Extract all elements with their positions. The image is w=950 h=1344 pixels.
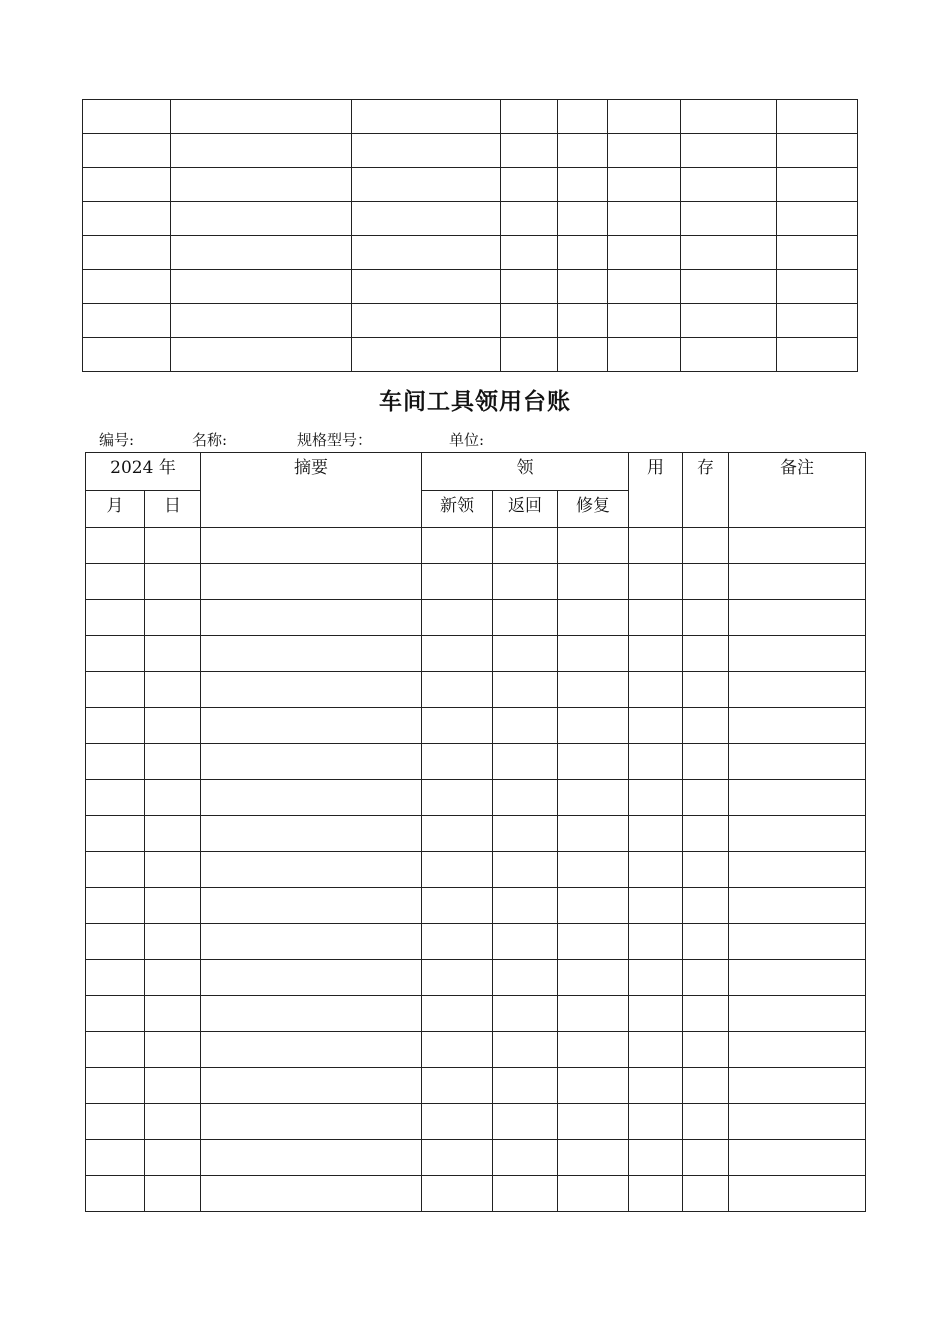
year-header: 2024 年 [86, 453, 201, 491]
table-cell[interactable] [681, 270, 777, 304]
table-cell[interactable] [558, 744, 629, 780]
table-row [83, 100, 858, 134]
table-cell[interactable] [777, 202, 858, 236]
table-cell[interactable] [86, 1140, 145, 1176]
table-row [86, 636, 866, 672]
table-row [86, 780, 866, 816]
table-cell[interactable] [201, 852, 422, 888]
table-cell[interactable] [422, 852, 493, 888]
table-row [86, 1140, 866, 1176]
table-cell[interactable] [629, 1032, 683, 1068]
tool-ledger-table [85, 452, 866, 1212]
table-cell[interactable] [145, 744, 201, 780]
table-cell[interactable] [629, 888, 683, 924]
table-cell[interactable] [422, 924, 493, 960]
stock-header: 存 [683, 453, 729, 528]
table-cell[interactable] [729, 636, 866, 672]
table-cell[interactable] [422, 636, 493, 672]
table-cell[interactable] [86, 564, 145, 600]
previous-ledger-body [83, 100, 858, 372]
table-cell[interactable] [729, 708, 866, 744]
table-row [83, 304, 858, 338]
table-cell[interactable] [422, 996, 493, 1032]
table-cell[interactable] [608, 236, 681, 270]
table-cell[interactable] [729, 672, 866, 708]
table-cell[interactable] [86, 672, 145, 708]
table-cell[interactable] [422, 528, 493, 564]
table-cell[interactable] [145, 924, 201, 960]
table-cell[interactable] [145, 1068, 201, 1104]
table-cell[interactable] [729, 924, 866, 960]
table-cell[interactable] [729, 960, 866, 996]
table-cell[interactable] [683, 564, 729, 600]
table-cell[interactable] [493, 780, 558, 816]
table-cell[interactable] [352, 304, 501, 338]
table-row [86, 672, 866, 708]
table-cell[interactable] [352, 168, 501, 202]
table-cell[interactable] [558, 888, 629, 924]
table-row [86, 564, 866, 600]
table-cell[interactable] [83, 338, 171, 372]
table-cell[interactable] [145, 528, 201, 564]
table-cell[interactable] [629, 708, 683, 744]
table-cell[interactable] [422, 672, 493, 708]
table-cell[interactable] [729, 1032, 866, 1068]
table-cell[interactable] [777, 236, 858, 270]
table-cell[interactable] [629, 636, 683, 672]
table-cell[interactable] [683, 852, 729, 888]
table-cell[interactable] [558, 1176, 629, 1212]
table-cell[interactable] [145, 780, 201, 816]
table-cell[interactable] [629, 780, 683, 816]
table-cell[interactable] [145, 960, 201, 996]
table-cell[interactable] [352, 100, 501, 134]
ledger-meta-line [0, 429, 950, 451]
previous-ledger-table [82, 99, 858, 372]
table-cell[interactable] [558, 168, 608, 202]
table-cell[interactable] [683, 744, 729, 780]
table-row [86, 528, 866, 564]
table-cell[interactable] [558, 564, 629, 600]
table-cell[interactable] [201, 564, 422, 600]
day-header: 日 [145, 491, 201, 528]
table-cell[interactable] [629, 600, 683, 636]
table-cell[interactable] [493, 528, 558, 564]
table-cell[interactable] [83, 134, 171, 168]
table-cell[interactable] [201, 888, 422, 924]
table-cell[interactable] [201, 996, 422, 1032]
table-cell[interactable] [729, 996, 866, 1032]
table-cell[interactable] [171, 202, 352, 236]
table-cell[interactable] [86, 636, 145, 672]
table-cell[interactable] [493, 960, 558, 996]
table-cell[interactable] [729, 1140, 866, 1176]
table-row [86, 600, 866, 636]
table-cell[interactable] [422, 744, 493, 780]
table-cell[interactable] [729, 744, 866, 780]
table-cell[interactable] [201, 960, 422, 996]
table-row [86, 1176, 866, 1212]
table-cell[interactable] [729, 780, 866, 816]
table-cell[interactable] [145, 672, 201, 708]
return-header: 返回 [493, 491, 558, 528]
table-cell[interactable] [683, 528, 729, 564]
table-cell[interactable] [777, 168, 858, 202]
table-cell[interactable] [493, 672, 558, 708]
spec-label: 规格型号： [297, 431, 373, 449]
table-cell[interactable] [558, 134, 608, 168]
table-cell[interactable] [493, 924, 558, 960]
summary-header: 摘要 [201, 453, 422, 528]
table-cell[interactable] [86, 600, 145, 636]
name-label: 名称: [192, 431, 228, 449]
table-cell[interactable] [683, 600, 729, 636]
table-cell[interactable] [729, 1176, 866, 1212]
table-cell[interactable] [145, 888, 201, 924]
table-cell[interactable] [501, 100, 558, 134]
table-cell[interactable] [201, 780, 422, 816]
table-cell[interactable] [171, 100, 352, 134]
table-cell[interactable] [352, 134, 501, 168]
table-cell[interactable] [729, 564, 866, 600]
table-cell[interactable] [629, 672, 683, 708]
table-cell[interactable] [201, 636, 422, 672]
table-cell[interactable] [86, 744, 145, 780]
table-cell[interactable] [629, 528, 683, 564]
table-row [86, 744, 866, 780]
table-cell[interactable] [422, 1176, 493, 1212]
table-cell[interactable] [558, 1068, 629, 1104]
table-cell[interactable] [86, 1068, 145, 1104]
table-cell[interactable] [729, 600, 866, 636]
table-cell[interactable] [683, 780, 729, 816]
table-row [86, 960, 866, 996]
table-cell[interactable] [83, 100, 171, 134]
table-cell[interactable] [683, 1140, 729, 1176]
table-cell[interactable] [629, 1176, 683, 1212]
table-cell[interactable] [145, 1104, 201, 1140]
table-cell[interactable] [422, 1032, 493, 1068]
table-cell[interactable] [171, 236, 352, 270]
table-cell[interactable] [86, 1104, 145, 1140]
table-cell[interactable] [493, 1140, 558, 1176]
table-cell[interactable] [729, 852, 866, 888]
table-cell[interactable] [629, 1068, 683, 1104]
table-cell[interactable] [493, 1104, 558, 1140]
table-cell[interactable] [201, 744, 422, 780]
table-cell[interactable] [629, 1140, 683, 1176]
table-cell[interactable] [777, 304, 858, 338]
table-cell[interactable] [558, 528, 629, 564]
table-cell[interactable] [558, 236, 608, 270]
table-cell[interactable] [422, 564, 493, 600]
table-cell[interactable] [201, 600, 422, 636]
table-cell[interactable] [352, 236, 501, 270]
unit-label: 单位: [449, 431, 485, 449]
table-cell[interactable] [777, 270, 858, 304]
table-cell[interactable] [608, 338, 681, 372]
table-cell[interactable] [201, 672, 422, 708]
table-cell[interactable] [729, 888, 866, 924]
table-row [86, 924, 866, 960]
table-cell[interactable] [608, 202, 681, 236]
table-row [83, 338, 858, 372]
table-cell[interactable] [86, 780, 145, 816]
table-cell[interactable] [86, 708, 145, 744]
table-cell[interactable] [558, 708, 629, 744]
table-cell[interactable] [558, 816, 629, 852]
table-cell[interactable] [171, 270, 352, 304]
table-cell[interactable] [86, 888, 145, 924]
table-cell[interactable] [681, 304, 777, 338]
number-label: 编号: [99, 431, 135, 449]
table-cell[interactable] [493, 888, 558, 924]
table-cell[interactable] [86, 528, 145, 564]
page-title: 车间工具领用台账 [379, 388, 571, 415]
table-cell[interactable] [86, 1032, 145, 1068]
table-cell[interactable] [145, 816, 201, 852]
table-cell[interactable] [171, 168, 352, 202]
tool-ledger-body [86, 528, 866, 1212]
table-cell[interactable] [86, 1176, 145, 1212]
table-cell[interactable] [352, 338, 501, 372]
table-cell[interactable] [86, 996, 145, 1032]
table-cell[interactable] [201, 1104, 422, 1140]
table-cell[interactable] [681, 168, 777, 202]
table-cell[interactable] [86, 924, 145, 960]
table-cell[interactable] [422, 888, 493, 924]
table-cell[interactable] [558, 960, 629, 996]
table-cell[interactable] [683, 708, 729, 744]
table-row [86, 888, 866, 924]
table-cell[interactable] [145, 708, 201, 744]
table-cell[interactable] [729, 1104, 866, 1140]
table-cell[interactable] [683, 636, 729, 672]
table-cell[interactable] [777, 134, 858, 168]
table-row [83, 134, 858, 168]
table-cell[interactable] [558, 100, 608, 134]
table-cell[interactable] [352, 270, 501, 304]
table-cell[interactable] [501, 168, 558, 202]
use-header: 用 [629, 453, 683, 528]
table-row [83, 168, 858, 202]
table-row [83, 202, 858, 236]
table-cell[interactable] [683, 924, 729, 960]
table-cell[interactable] [558, 304, 608, 338]
table-row [86, 852, 866, 888]
table-cell[interactable] [493, 996, 558, 1032]
table-cell[interactable] [201, 1032, 422, 1068]
table-cell[interactable] [608, 134, 681, 168]
table-cell[interactable] [171, 134, 352, 168]
table-cell[interactable] [777, 338, 858, 372]
table-cell[interactable] [681, 100, 777, 134]
table-cell[interactable] [501, 202, 558, 236]
table-cell[interactable] [493, 816, 558, 852]
table-cell[interactable] [86, 816, 145, 852]
table-cell[interactable] [683, 1068, 729, 1104]
table-cell[interactable] [145, 996, 201, 1032]
table-cell[interactable] [501, 236, 558, 270]
remark-header: 备注 [729, 453, 866, 528]
new-receive-header: 新领 [422, 491, 493, 528]
table-cell[interactable] [683, 672, 729, 708]
table-cell[interactable] [681, 236, 777, 270]
table-cell[interactable] [83, 270, 171, 304]
table-cell[interactable] [558, 1140, 629, 1176]
table-cell[interactable] [83, 168, 171, 202]
table-cell[interactable] [493, 564, 558, 600]
table-cell[interactable] [86, 960, 145, 996]
table-cell[interactable] [629, 816, 683, 852]
table-cell[interactable] [558, 672, 629, 708]
table-cell[interactable] [145, 636, 201, 672]
table-cell[interactable] [201, 1176, 422, 1212]
table-cell[interactable] [171, 304, 352, 338]
table-cell[interactable] [493, 1032, 558, 1068]
table-cell[interactable] [629, 744, 683, 780]
table-cell[interactable] [729, 816, 866, 852]
table-cell[interactable] [493, 708, 558, 744]
table-cell[interactable] [729, 1068, 866, 1104]
table-cell[interactable] [558, 996, 629, 1032]
table-row [86, 708, 866, 744]
table-cell[interactable] [201, 924, 422, 960]
table-cell[interactable] [422, 708, 493, 744]
table-cell[interactable] [501, 338, 558, 372]
receive-header: 领 [422, 453, 629, 491]
table-cell[interactable] [352, 202, 501, 236]
table-cell[interactable] [201, 1068, 422, 1104]
table-cell[interactable] [201, 528, 422, 564]
table-cell[interactable] [145, 600, 201, 636]
month-header: 月 [86, 491, 145, 528]
table-cell[interactable] [629, 996, 683, 1032]
table-cell[interactable] [683, 888, 729, 924]
table-cell[interactable] [629, 924, 683, 960]
table-cell[interactable] [729, 528, 866, 564]
table-cell[interactable] [422, 1068, 493, 1104]
table-cell[interactable] [493, 1176, 558, 1212]
table-cell[interactable] [493, 744, 558, 780]
table-cell[interactable] [493, 636, 558, 672]
table-cell[interactable] [83, 236, 171, 270]
table-cell[interactable] [145, 1140, 201, 1176]
table-cell[interactable] [86, 852, 145, 888]
table-cell[interactable] [83, 202, 171, 236]
table-cell[interactable] [681, 338, 777, 372]
table-cell[interactable] [683, 960, 729, 996]
table-cell[interactable] [558, 270, 608, 304]
table-cell[interactable] [558, 636, 629, 672]
table-cell[interactable] [145, 852, 201, 888]
table-cell[interactable] [501, 304, 558, 338]
table-cell[interactable] [422, 1104, 493, 1140]
table-cell[interactable] [558, 338, 608, 372]
table-cell[interactable] [201, 708, 422, 744]
table-cell[interactable] [558, 852, 629, 888]
table-cell[interactable] [201, 1140, 422, 1176]
repair-header: 修复 [558, 491, 629, 528]
table-cell[interactable] [201, 816, 422, 852]
table-cell[interactable] [422, 1140, 493, 1176]
table-row [83, 236, 858, 270]
table-row [86, 996, 866, 1032]
table-cell[interactable] [501, 270, 558, 304]
table-cell[interactable] [681, 134, 777, 168]
table-cell[interactable] [608, 100, 681, 134]
table-cell[interactable] [501, 134, 558, 168]
table-cell[interactable] [629, 1104, 683, 1140]
table-cell[interactable] [629, 852, 683, 888]
table-cell[interactable] [145, 1032, 201, 1068]
table-cell[interactable] [683, 1032, 729, 1068]
table-cell[interactable] [629, 960, 683, 996]
table-cell[interactable] [145, 564, 201, 600]
table-cell[interactable] [171, 338, 352, 372]
table-cell[interactable] [608, 270, 681, 304]
table-cell[interactable] [493, 852, 558, 888]
table-cell[interactable] [493, 600, 558, 636]
table-cell[interactable] [629, 564, 683, 600]
table-cell[interactable] [683, 1176, 729, 1212]
table-cell[interactable] [558, 1104, 629, 1140]
table-cell[interactable] [608, 304, 681, 338]
table-cell[interactable] [608, 168, 681, 202]
table-cell[interactable] [558, 1032, 629, 1068]
table-cell[interactable] [683, 816, 729, 852]
table-cell[interactable] [422, 600, 493, 636]
table-cell[interactable] [681, 202, 777, 236]
table-cell[interactable] [558, 600, 629, 636]
table-row [86, 1032, 866, 1068]
table-cell[interactable] [145, 1176, 201, 1212]
table-cell[interactable] [422, 816, 493, 852]
table-row [83, 270, 858, 304]
table-cell[interactable] [683, 996, 729, 1032]
table-row [86, 1104, 866, 1140]
table-cell[interactable] [558, 780, 629, 816]
table-cell[interactable] [493, 1068, 558, 1104]
table-cell[interactable] [558, 924, 629, 960]
table-cell[interactable] [422, 780, 493, 816]
table-cell[interactable] [683, 1104, 729, 1140]
table-row [86, 1068, 866, 1104]
table-cell[interactable] [83, 304, 171, 338]
table-cell[interactable] [777, 100, 858, 134]
table-cell[interactable] [422, 960, 493, 996]
table-cell[interactable] [558, 202, 608, 236]
table-row [86, 816, 866, 852]
